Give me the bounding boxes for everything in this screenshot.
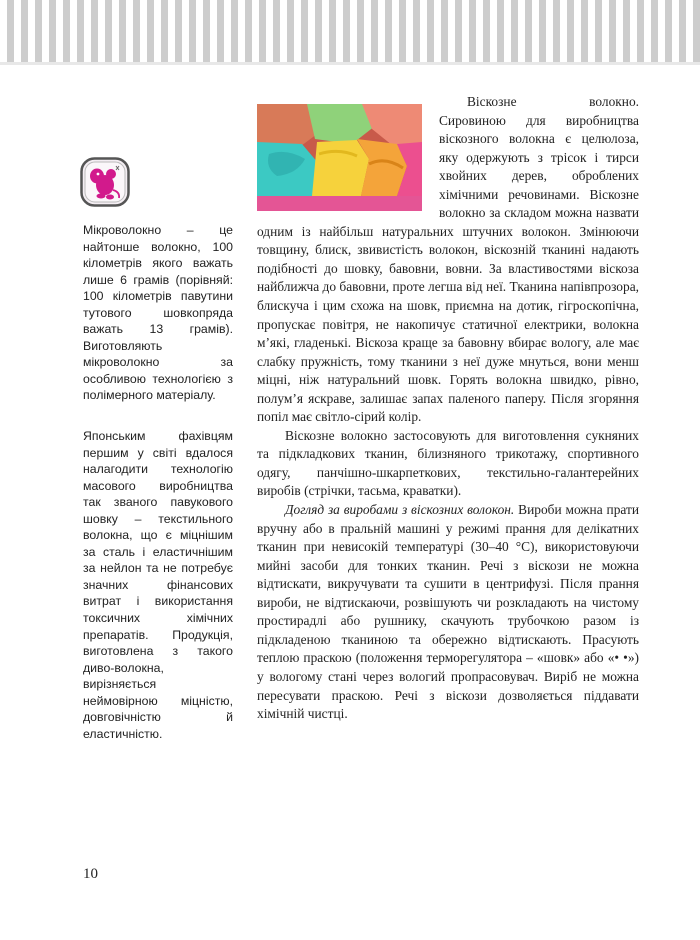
header-divider [0,62,700,65]
header-stripes [0,0,700,62]
sidebar-note-spider-silk: Японським фахівцям першим у світі вдалося налагодити технологію масового виробництва так званого павукового шовку – текстильного волокна, що є міцнішим за сталь і еластичнішим за нейлон та не потребує значних фінансових витрат і використання токсичних хімічних препаратів. Продукція, виготовлена з такого диво-волокна, вирізняється неймовірною міцністю, довговічністю й еластичністю. [83,429,233,741]
sidebar-note-microfiber: Мікроволокно – це найтонше волокно, 100 кілометрів якого важать лише 6 грамів (порівняй: 100 кілометрів павутини тутового шовкопряда важать 13 грамів). Виготовляють мікроволокно за особливою технологією з полімерного матеріалу. [83,223,233,403]
page-number: 10 [83,866,98,882]
paragraph-viscose-usage: Віскозне волокно застосовують для виготовлення сукняних та підкладкових тканин, білизняного трикотажу, спортивного одягу, панчішно-шкарпеткових, текстильно-галантерейних виробів (стрічки, тасьма, краватки). [257,427,639,499]
care-heading: Догляд за виробами з віскозних волокон. [285,502,515,518]
care-text: Вироби можна прати вручну або в пральній машині у режимі прання для делікатних тканин при невисокій температурі (30–40 °С), використовуючи мийні засоби для тонких тканин. Речі з віскози не можна відтискати, викручувати та сушити в центрифузі. Після прання вироби, не відтискаючи, розвішують чи розкладають на чистому простирадлі або рушнику, скачують трубочкою разом із підкладеною тканиною та обережно відтискають. Прасують теплою праскою (положення терморегулятора – «шовк» або «• •») у вологому стані через вологий пропрасовувач. Виріб не можна пересувати праскою. Речі з віскози дозволяється піддавати хімічній чистці. [257,502,639,722]
mouse-icon [80,157,130,207]
photo-spacer [257,93,429,219]
sidebar-notes [83,222,233,742]
paragraph-viscose-care [257,501,639,724]
main-text [257,93,639,724]
paragraph-viscose-intro: Віскозне волокно. Сировиною для виробництва віскозного волокна є целюлоза, яку одержують з трісок і тирси хвойних дерев, оброблених хімічними речовинами. Віскозне волокно за складом можна назвати одним із найбільш натуральних штучних волокон. Змінюючи товщину, блиск, звивистість волокон, віскозній тканині надають подібності до шовку, бавовни, вовни. За властивостями віскоза найближча до бавовни, проте легша від неї. Тканина напівпрозора, блискуча і цим схожа на шовк, приємна на дотик, гігроскопічна, пропускає повітря, не накопичує статичної електрики, волокна м’які, гладенькі. Віскоза краще за бавовну вбирає вологу, але має слабку пружність, тому тканини з неї дуже мнуться, вони менш міцні, ніж натуральний шовк. Горять волокна швидко, рівно, полум’я яскраве, залишає запах паленого паперу. Після згоряння попіл має світло-сірий колір. [257,94,639,425]
